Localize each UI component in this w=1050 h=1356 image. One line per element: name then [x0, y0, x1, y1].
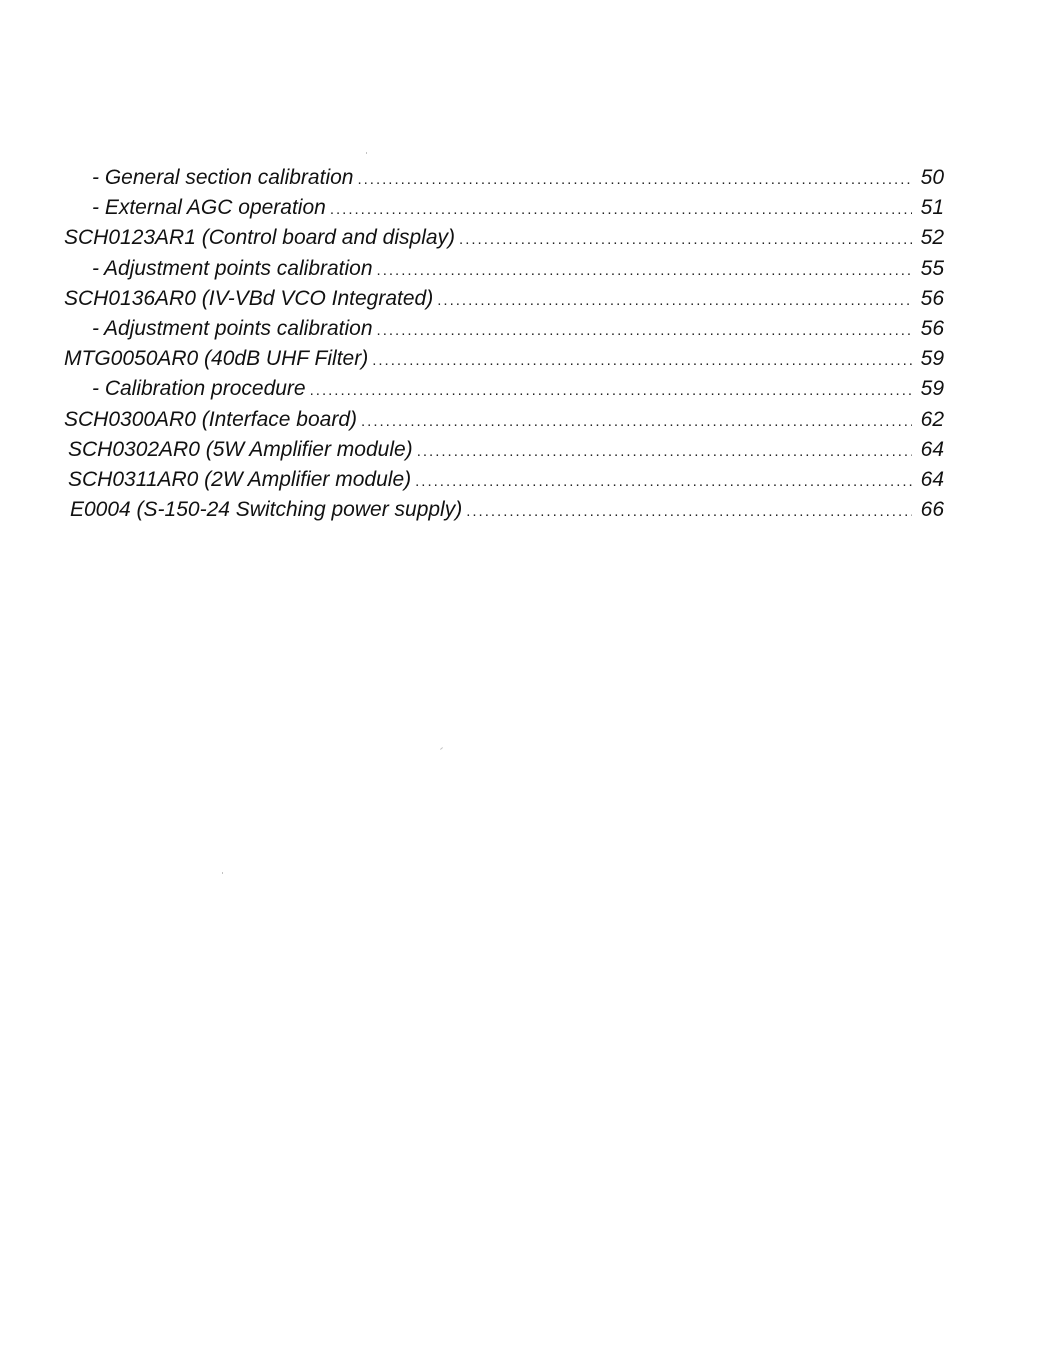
toc-entry-title: - General section calibration — [92, 166, 354, 189]
scan-speck — [440, 747, 443, 750]
scan-speck — [366, 152, 367, 154]
toc-dot-leader — [377, 316, 912, 346]
toc-entry-title: - Adjustment points calibration — [92, 256, 373, 280]
toc-entry-title: SCH0302AR0 (5W Amplifier module) — [68, 437, 413, 461]
toc-entry-page: 50 — [920, 166, 944, 189]
toc-entry — [0, 284, 1050, 314]
toc-entry-page: 55 — [920, 256, 944, 280]
toc-entry-page: 64 — [920, 437, 944, 461]
toc-dot-leader — [417, 437, 912, 467]
toc-entry-title: - External AGC operation — [92, 196, 326, 220]
toc-dot-leader — [415, 467, 912, 497]
toc-dot-leader — [330, 195, 912, 225]
toc-entry-title: SCH0136AR0 (IV-VBd VCO Integrated) — [64, 286, 434, 310]
toc-dot-leader — [466, 497, 912, 527]
toc-entry — [0, 314, 1050, 344]
toc-entry — [0, 405, 1050, 435]
toc-entry-title: - Calibration procedure — [92, 377, 306, 401]
toc-dot-leader — [372, 346, 912, 376]
toc-entry — [0, 254, 1050, 284]
toc-dot-leader — [459, 225, 912, 255]
toc-entry — [0, 163, 1050, 193]
toc-entry-page: 52 — [920, 226, 944, 250]
toc-entry-title: MTG0050AR0 (40dB UHF Filter) — [64, 347, 369, 371]
toc-entry-title: SCH0300AR0 (Interface board) — [64, 407, 357, 431]
scan-speck — [222, 872, 223, 874]
toc-entry — [0, 193, 1050, 223]
toc-entry — [0, 465, 1050, 495]
table-of-contents — [0, 163, 1050, 525]
toc-entry — [0, 374, 1050, 404]
toc-dot-leader — [377, 256, 912, 286]
toc-entry-page: 51 — [920, 196, 944, 220]
toc-dot-leader — [361, 407, 912, 437]
toc-dot-leader — [357, 165, 912, 195]
toc-entry — [0, 495, 1050, 525]
toc-entry-title: E0004 (S-150-24 Switching power supply) — [70, 498, 463, 522]
toc-entry-page: 56 — [920, 316, 944, 340]
toc-entry-page: 62 — [920, 407, 944, 431]
toc-entry-page: 59 — [920, 377, 944, 401]
toc-entry-page: 56 — [920, 286, 944, 310]
toc-entry — [0, 344, 1050, 374]
toc-entry-page: 59 — [920, 347, 944, 371]
toc-entry — [0, 435, 1050, 465]
toc-entry-page: 66 — [920, 498, 944, 522]
toc-dot-leader — [437, 286, 912, 316]
toc-dot-leader — [310, 376, 912, 406]
toc-entry — [0, 223, 1050, 253]
toc-entry-page: 64 — [920, 467, 944, 491]
toc-entry-title: SCH0311AR0 (2W Amplifier module) — [68, 467, 412, 491]
toc-entry-title: - Adjustment points calibration — [92, 316, 373, 340]
toc-entry-title: SCH0123AR1 (Control board and display) — [64, 226, 456, 250]
